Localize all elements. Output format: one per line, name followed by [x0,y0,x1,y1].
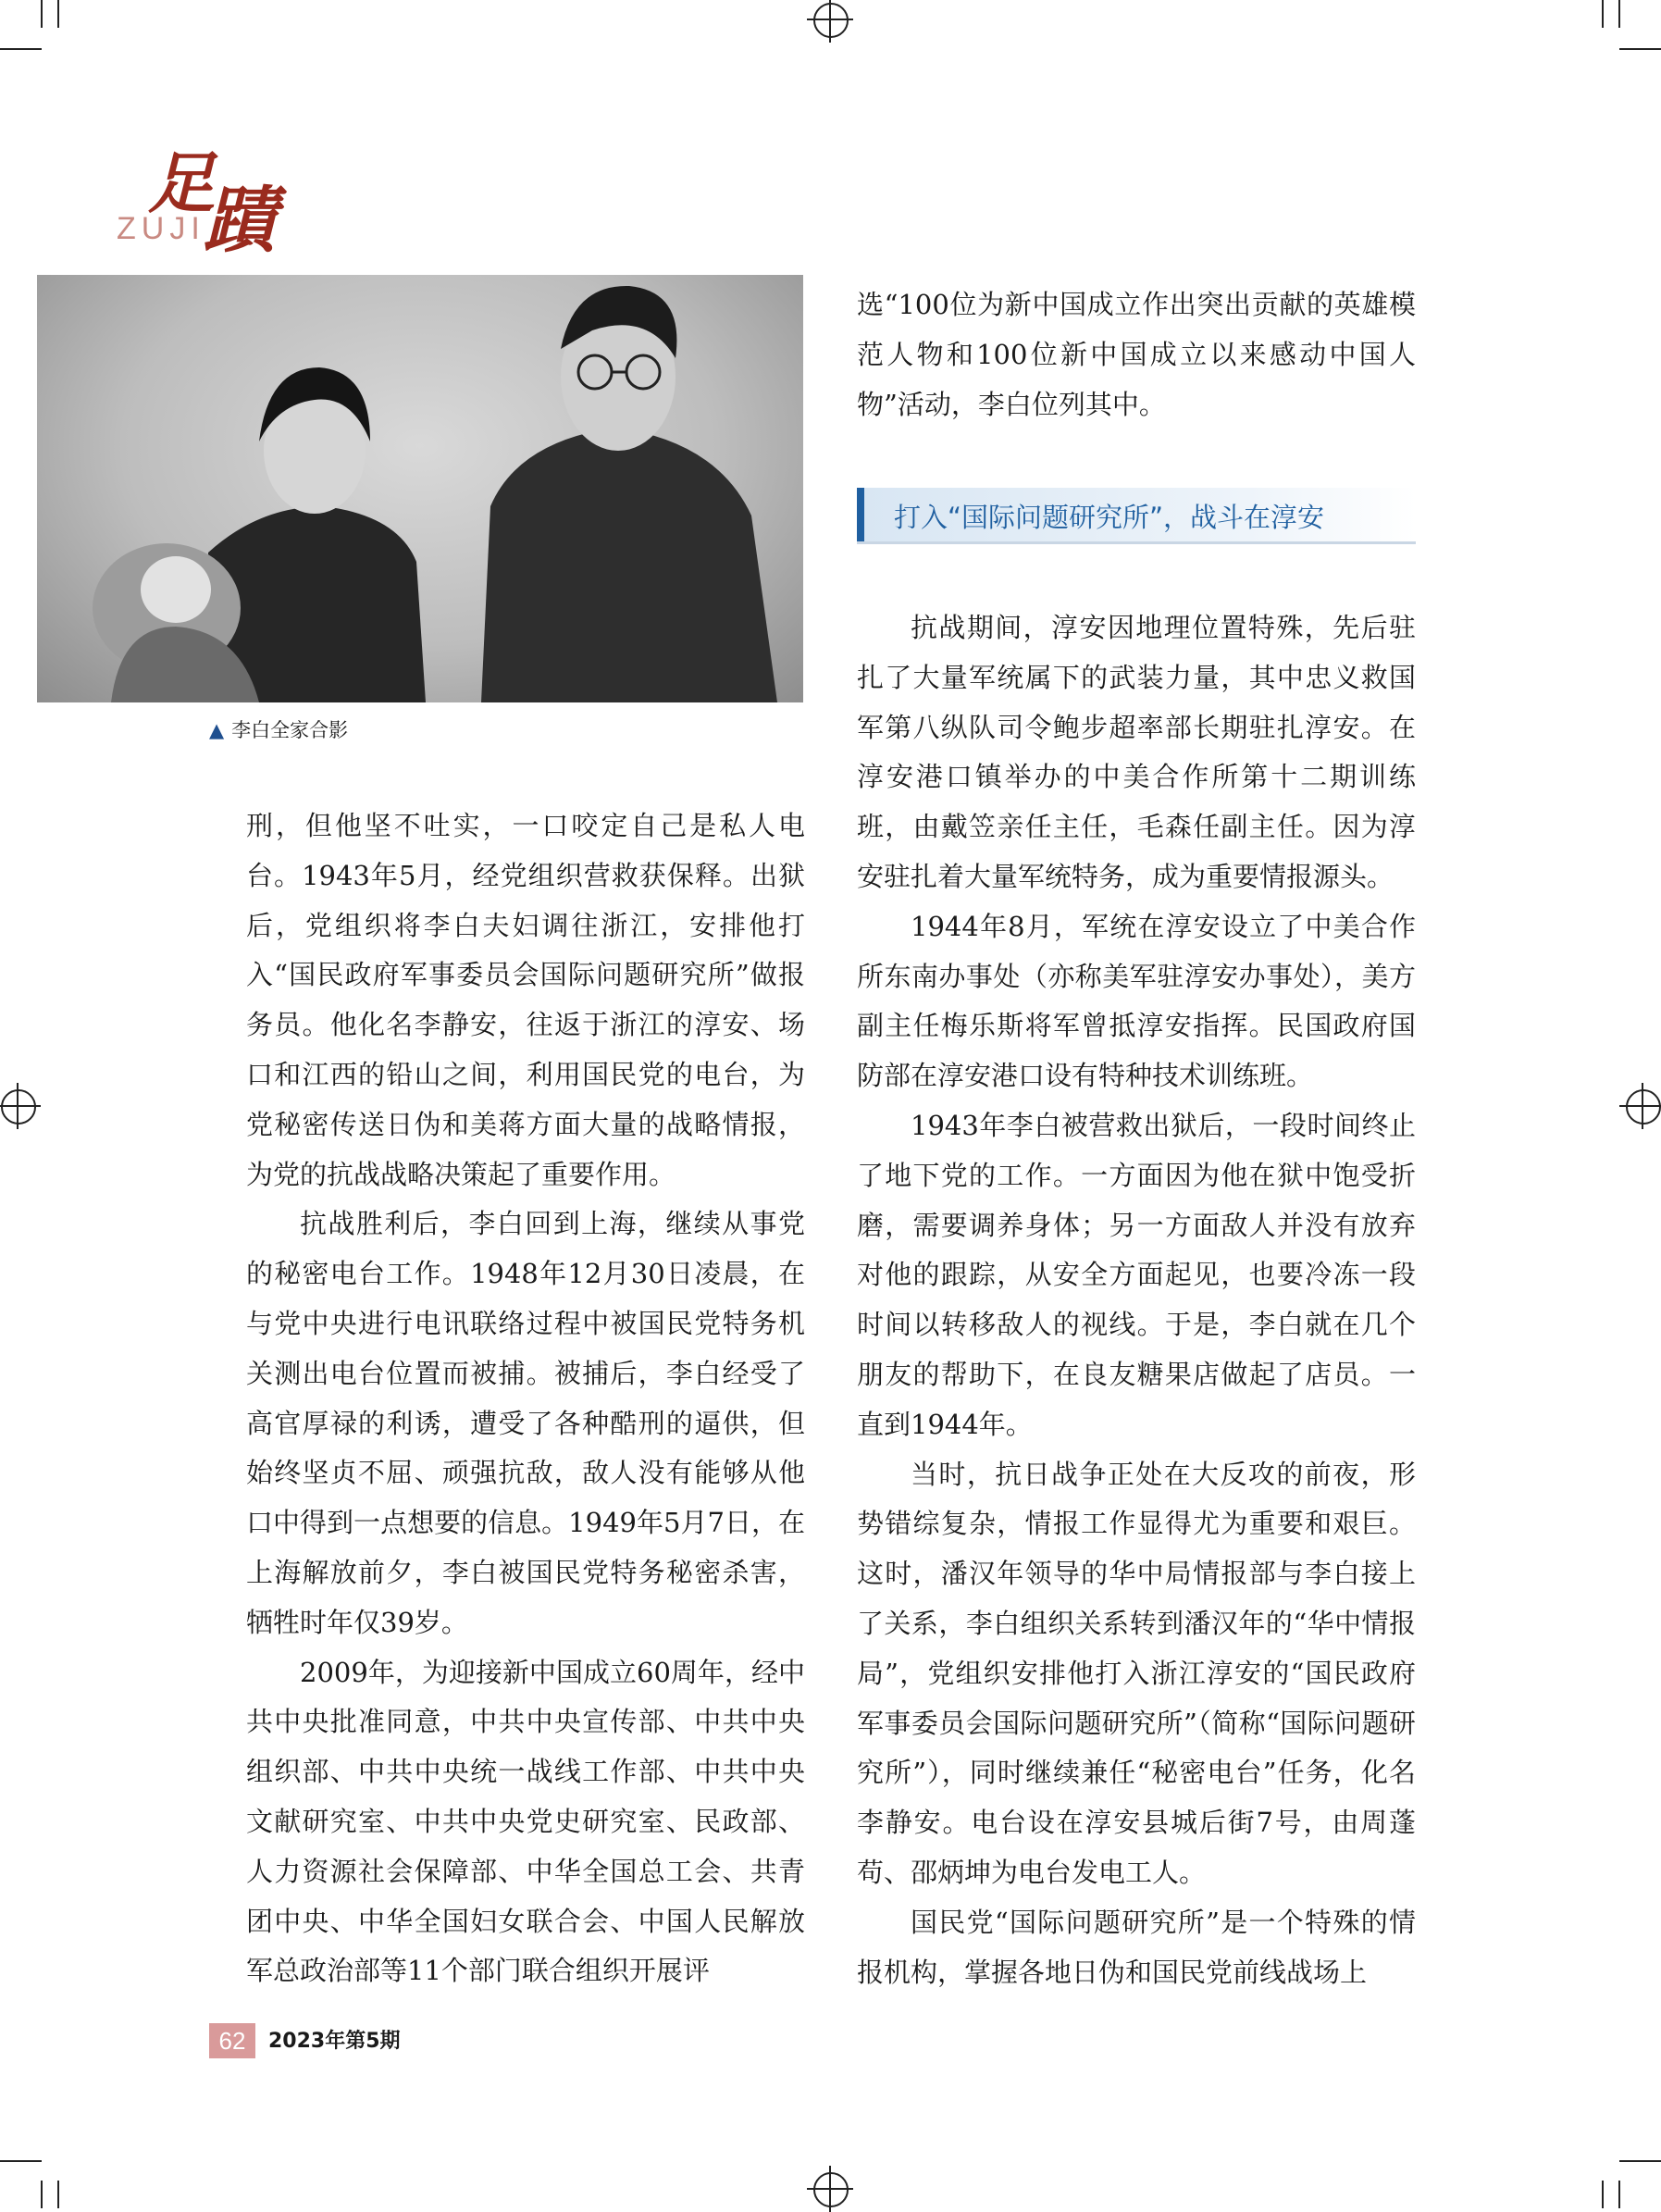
paragraph: 1944年8月，军统在淳安设立了中美合作所东南办事处（亦称美军驻淳安办事处），美方副主任梅乐斯将军曾抵淳安指挥。民国政府国防部在淳安港口设有特种技术训练班。 [857,910,1416,1092]
section-heading-accent [857,488,864,541]
photo-caption-text: 李白全家合影 [231,719,349,741]
crop-mark [1602,2181,1604,2208]
issue-label: 2023年第5期 [268,2030,401,2053]
paragraph: 国民党“国际问题研究所”是一个特殊的情报机构，掌握各地日伪和国民党前线战场上 [857,1906,1416,1988]
registration-mark [0,1083,41,1129]
right-column [857,603,1416,1997]
right-column-intro [857,280,1416,429]
photo-caption [209,715,348,743]
crop-mark [57,2181,59,2208]
crop-mark [57,0,59,28]
crop-mark [1619,48,1661,50]
crop-mark [0,48,42,50]
paragraph: 选“100位为新中国成立作出突出贡献的英雄模范人物和100位新中国成立以来感动中国人物”活动，李白位列其中。 [857,289,1416,420]
logo-character-2: 蹟 [204,179,277,263]
crop-mark [41,0,43,28]
registration-mark [807,2166,853,2212]
page-number: 62 [209,2023,255,2058]
family-photo [37,275,803,702]
paragraph: 刑，但他坚不吐实，一口咬定自己是私人电台。1943年5月，经党组织营救获保释。出狱后，党组织将李白夫妇调往浙江，安排他打入“国民政府军事委员会国际问题研究所”做报务员。他化名李静安，往返于浙江的淳安、场口和江西的铅山之间，利用国民党的电台，为党秘密传送日伪和美蒋方面大量的战略情报，为党的抗战战略决策起了重要作用。 [246,810,805,1190]
left-column [246,802,805,1996]
crop-mark [1602,0,1604,28]
paragraph: 抗战胜利后，李白回到上海，继续从事党的秘密电台工作。1948年12月30日凌晨，在与党中央进行电讯联络过程中被国民党特务机关测出电台位置而被捕。被捕后，李白经受了高官厚禄的利诱，遭受了各种酷刑的逼供，但始终坚贞不屈、顽强抗敌，敌人没有能够从他口中得到一点想要的信息。1949年5月7日，在上海解放前夕，李白被国民党特务秘密杀害，牺牲时年仅39岁。 [246,1208,805,1638]
crop-mark [1618,0,1620,28]
registration-mark [1619,1083,1661,1129]
section-heading-text: 打入“国际问题研究所”，战斗在淳安 [894,502,1325,533]
crop-mark [1618,2181,1620,2208]
paragraph: 1943年李白被营救出狱后，一段时间终止了地下党的工作。一方面因为他在狱中饱受折磨，需要调养身体；另一方面敌人并没有放弃对他的跟踪，从安全方面起见，也要冷冻一段时间以转移敌人的视线。于是，李白就在几个朋友的帮助下，在良友糖果店做起了店员。一直到1944年。 [857,1109,1416,1440]
paragraph: 当时，抗日战争正处在大反攻的前夜，形势错综复杂，情报工作显得尤为重要和艰巨。这时，潘汉年领导的华中局情报部与李白接上了关系，李白组织关系转到潘汉年的“华中情报局”，党组织安排他打入浙江淳安的“国民政府军事委员会国际问题研究所”（简称“国际问题研究所”），同时继续兼任“秘密电台”任务，化名李静安。电台设在淳安县城后街7号，由周蓬苟、邵炳坤为电台发电工人。 [857,1458,1416,1888]
crop-mark [0,2160,42,2162]
family-photo-illustration [37,275,803,702]
logo-character-1: 足 [148,143,216,222]
paragraph: 抗战期间，淳安因地理位置特殊，先后驻扎了大量军统属下的武装力量，其中忠义救国军第八纵队司令鲍步超率部长期驻扎淳安。在淳安港口镇举办的中美合作所第十二期训练班，由戴笠亲任主任，毛森任副主任。因为淳安驻扎着大量军统特务，成为重要情报源头。 [857,612,1416,892]
registration-mark [807,0,853,43]
section-heading [857,488,1416,544]
paragraph: 2009年，为迎接新中国成立60周年，经中共中央批准同意，中共中央宣传部、中共中央组织部、中共中央统一战线工作部、中共中央文献研究室、中共中央党史研究室、民政部、人力资源社会保障部、中华全国总工会、共青团中央、中华全国妇女联合会、中国人民解放军总政治部等11个部门联合组织开展评 [246,1656,805,1987]
crop-mark [1619,2160,1661,2162]
crop-mark [41,2181,43,2208]
triangle-icon: ▲ [209,719,225,741]
logo-latin: ZUJI [117,211,205,246]
